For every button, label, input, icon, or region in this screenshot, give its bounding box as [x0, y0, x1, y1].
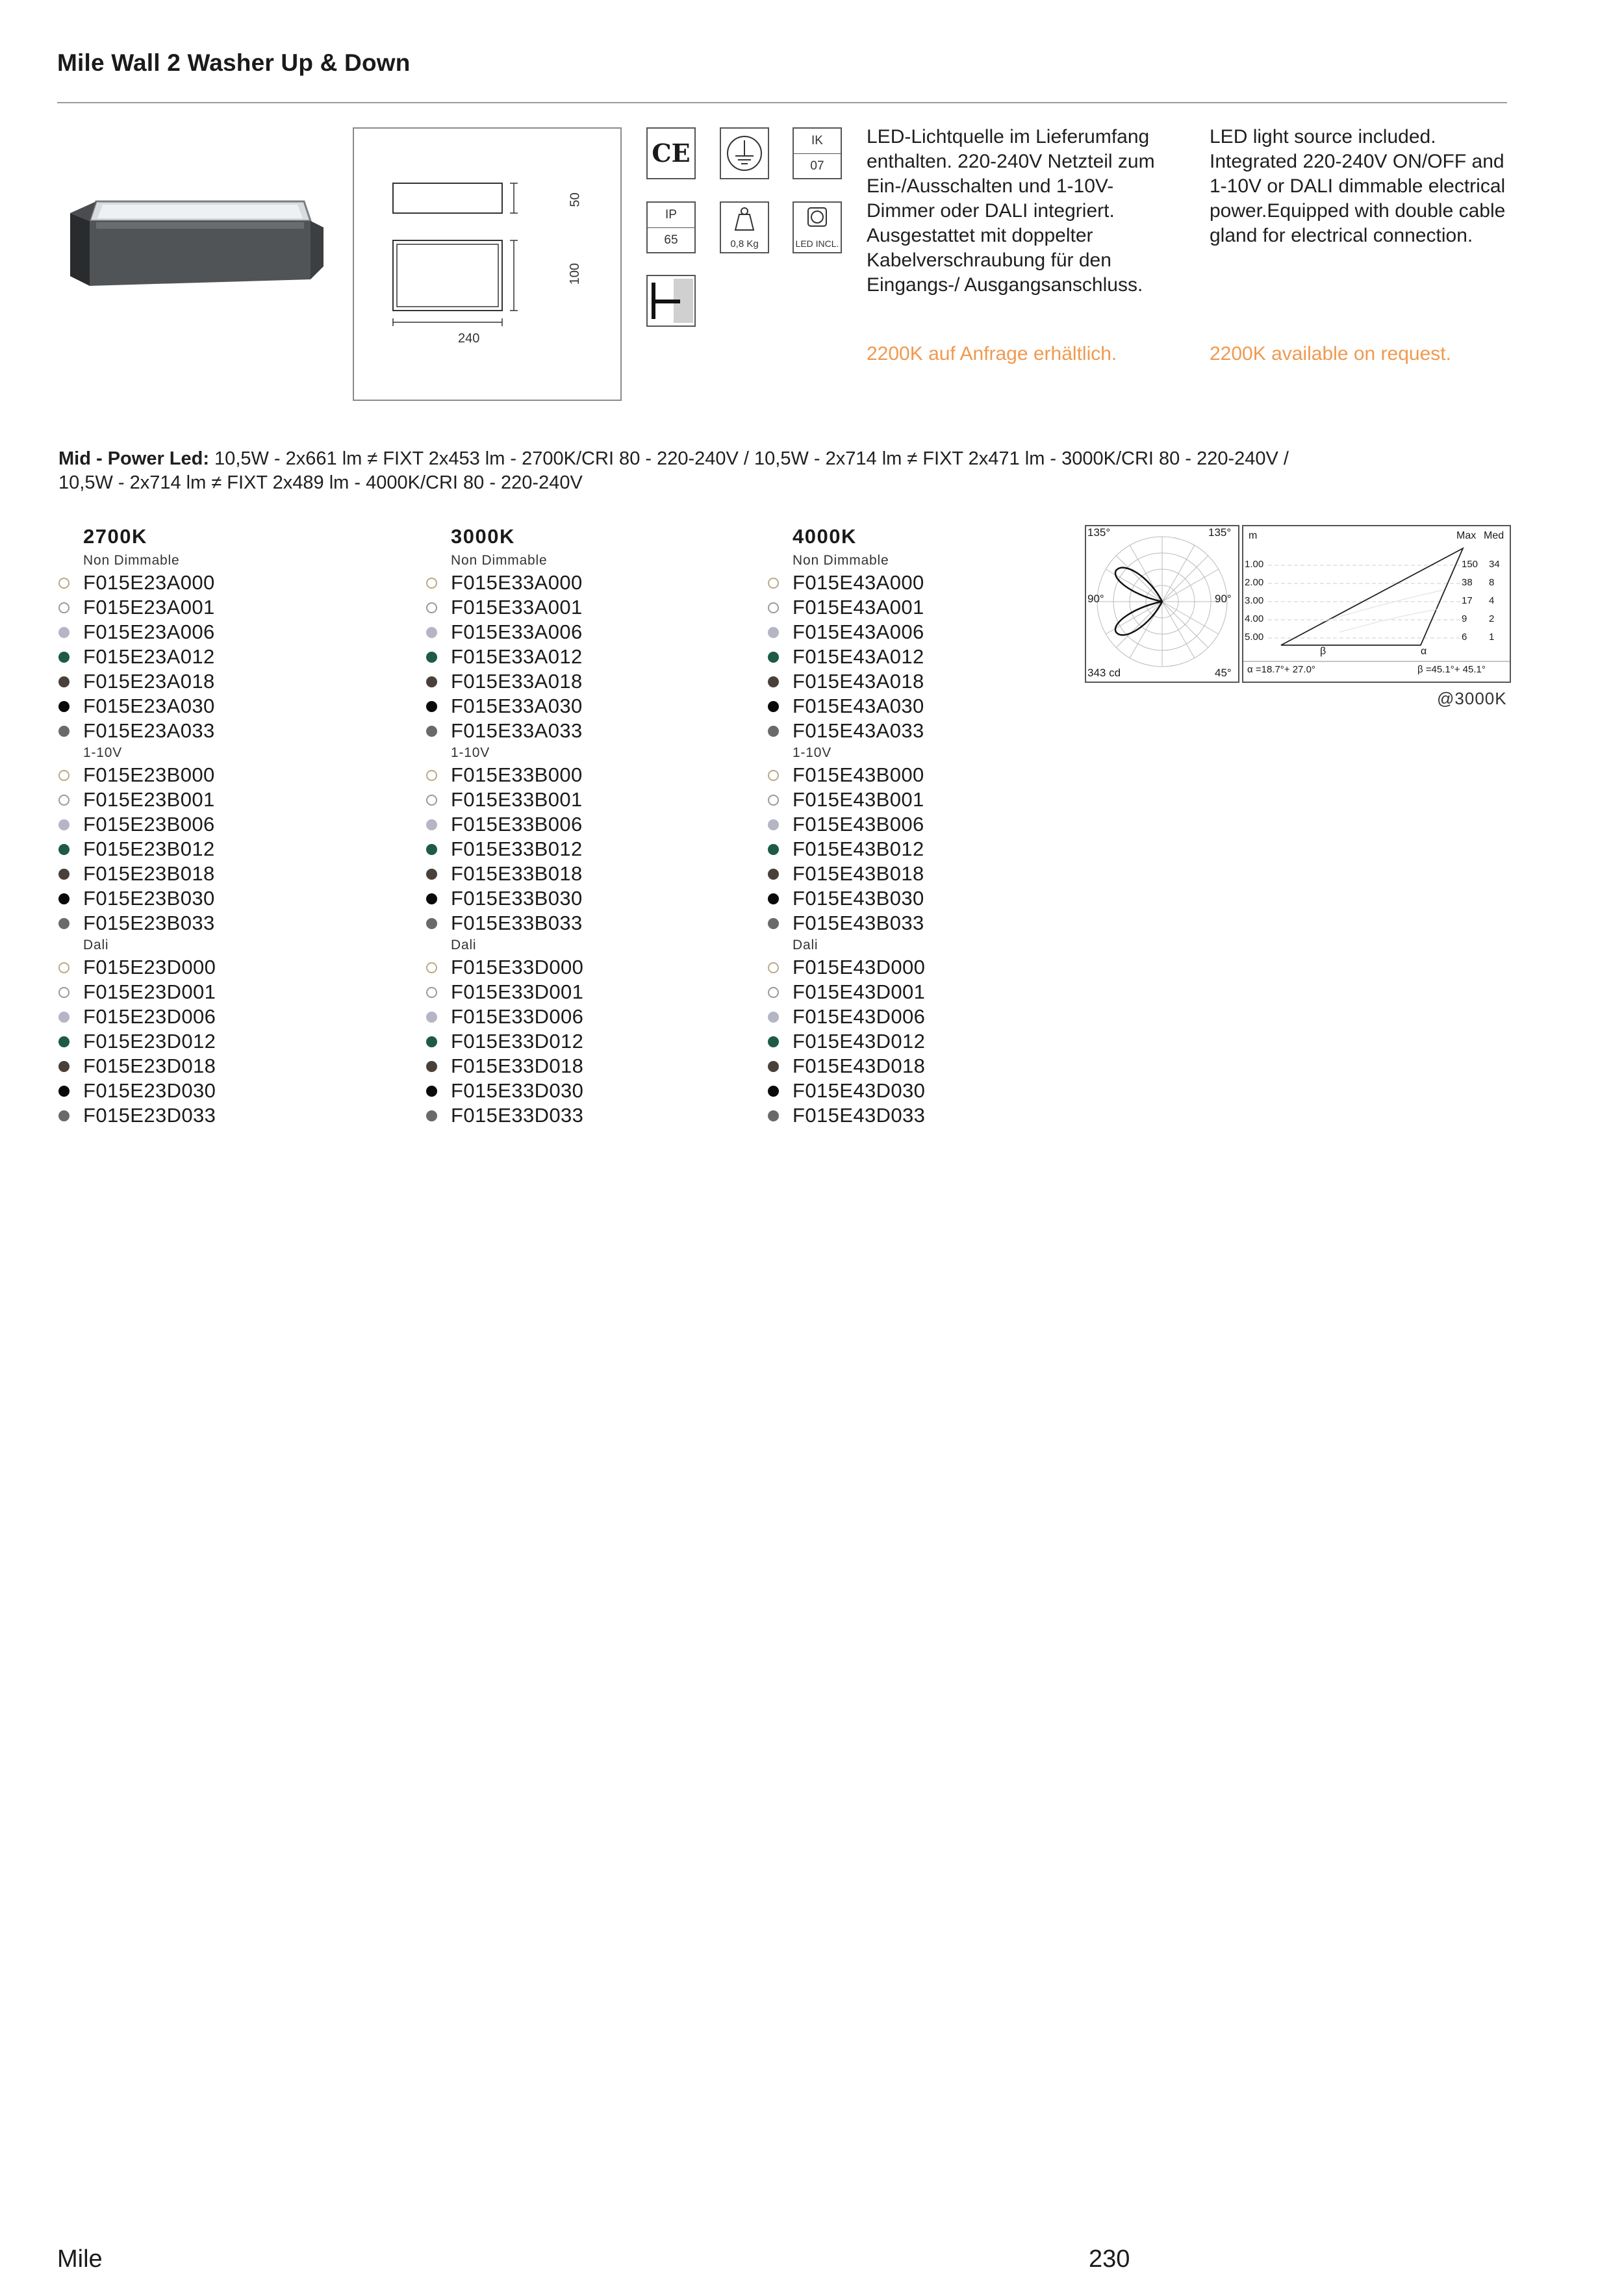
product-code: F015E33B018 — [451, 862, 583, 885]
color-swatch-icon — [58, 918, 70, 929]
product-code-row — [768, 980, 1106, 1004]
product-code: F015E43D001 — [793, 980, 926, 1003]
isolux-med: 4 — [1489, 595, 1495, 606]
color-swatch-icon — [768, 893, 779, 904]
product-code-row — [426, 1054, 764, 1079]
footer-family-name: Mile — [57, 2245, 103, 2273]
product-code: F015E43D033 — [793, 1104, 926, 1127]
product-code-row — [426, 645, 764, 669]
description-en: LED light source included. Integrated 220-240V ON/OFF and 1-10V or DALI dimmable electrical power.Equipped with double cable gland for electrical connection. — [1210, 126, 1506, 246]
color-swatch-icon — [58, 602, 70, 613]
product-code: F015E33B000 — [451, 763, 583, 786]
color-swatch-icon — [426, 844, 437, 855]
polar-label-tr: 135° — [1208, 526, 1232, 539]
color-swatch-icon — [768, 1061, 779, 1072]
product-code: F015E33A018 — [451, 670, 583, 693]
product-code-row — [58, 1103, 396, 1128]
column-2700k — [58, 525, 396, 1128]
color-swatch-icon — [426, 676, 437, 687]
color-swatch-icon — [58, 893, 70, 904]
product-image — [70, 188, 330, 292]
polar-label-tl: 135° — [1087, 526, 1111, 539]
product-code-row — [58, 1079, 396, 1103]
page-title: Mile Wall 2 Washer Up & Down — [57, 49, 411, 76]
group-label: 1-10V — [83, 745, 123, 760]
polar-label-ml: 90° — [1087, 593, 1104, 605]
group-label: Non Dimmable — [451, 553, 548, 568]
product-code: F015E23D001 — [83, 980, 216, 1003]
product-code: F015E43D012 — [793, 1030, 926, 1053]
product-code-row — [768, 669, 1106, 694]
color-swatch-icon — [768, 1086, 779, 1097]
ik-rating-icon: IK 07 — [793, 127, 842, 179]
product-code: F015E43A033 — [793, 719, 924, 742]
product-code: F015E23A012 — [83, 645, 215, 668]
group-label: Dali — [451, 938, 477, 952]
isolux-distance: 1.00 — [1245, 559, 1264, 570]
dimension-drawing — [353, 127, 622, 401]
isolux-alpha-mark: α — [1421, 646, 1427, 657]
product-code: F015E43A012 — [793, 645, 924, 668]
product-code: F015E23D018 — [83, 1054, 216, 1077]
color-swatch-icon — [426, 1061, 437, 1072]
isolux-distance: 4.00 — [1245, 613, 1264, 624]
isolux-max: 17 — [1462, 595, 1473, 606]
color-swatch-icon — [426, 701, 437, 712]
product-code: F015E23A018 — [83, 670, 215, 693]
product-code: F015E43B033 — [793, 912, 924, 934]
product-code-row — [58, 787, 396, 812]
product-code-row — [768, 620, 1106, 645]
color-swatch-icon — [58, 652, 70, 663]
group-label: 1-10V — [793, 745, 832, 760]
isolux-max: 6 — [1462, 632, 1467, 643]
isolux-med: 2 — [1489, 613, 1495, 624]
dim-width: 240 — [458, 331, 480, 346]
product-code-row — [58, 595, 396, 620]
product-code: F015E23B006 — [83, 813, 215, 836]
product-code: F015E43A000 — [793, 571, 924, 594]
product-code-row — [426, 719, 764, 743]
column-heading: 2700K — [83, 525, 147, 548]
column-heading: 4000K — [793, 525, 857, 548]
product-code-row — [426, 595, 764, 620]
color-swatch-icon — [768, 602, 779, 613]
product-code: F015E43B030 — [793, 887, 924, 910]
product-code-row — [768, 886, 1106, 911]
color-swatch-icon — [426, 770, 437, 781]
color-swatch-icon — [768, 795, 779, 806]
color-swatch-icon — [426, 987, 437, 998]
isolux-med: 1 — [1489, 632, 1495, 643]
color-swatch-icon — [768, 819, 779, 830]
color-swatch-icon — [426, 1110, 437, 1121]
page-number: 230 — [1089, 2245, 1130, 2273]
product-code: F015E33B030 — [451, 887, 583, 910]
color-swatch-icon — [58, 726, 70, 737]
product-code-row — [58, 837, 396, 862]
polar-label-bl: 343 cd — [1087, 667, 1121, 679]
group-label: Dali — [793, 938, 818, 952]
color-swatch-icon — [58, 578, 70, 589]
product-code-row — [58, 1029, 396, 1054]
color-swatch-icon — [58, 1110, 70, 1121]
product-code-row — [426, 694, 764, 719]
product-code-row — [58, 955, 396, 980]
product-code-row — [768, 595, 1106, 620]
product-code: F015E33A033 — [451, 719, 583, 742]
product-code: F015E33B033 — [451, 912, 583, 934]
product-code: F015E23A000 — [83, 571, 215, 594]
color-swatch-icon — [58, 1012, 70, 1023]
product-code-row — [426, 1029, 764, 1054]
product-code-row — [58, 980, 396, 1004]
product-code-row — [426, 763, 764, 787]
color-swatch-icon — [58, 1086, 70, 1097]
ip-rating-icon: IP 65 — [646, 201, 696, 253]
product-code-row — [768, 719, 1106, 743]
color-swatch-icon — [58, 795, 70, 806]
color-swatch-icon — [768, 1110, 779, 1121]
isolux-max: 38 — [1462, 577, 1473, 588]
color-swatch-icon — [58, 1036, 70, 1047]
product-code-row — [426, 837, 764, 862]
product-code-row — [58, 570, 396, 595]
product-code: F015E23B000 — [83, 763, 215, 786]
product-code: F015E33A012 — [451, 645, 583, 668]
product-code: F015E23D006 — [83, 1005, 216, 1028]
product-code-row — [426, 669, 764, 694]
product-code-row — [768, 1004, 1106, 1029]
group-label: Non Dimmable — [793, 553, 889, 568]
color-swatch-icon — [426, 819, 437, 830]
weight-icon: 0,8 Kg — [720, 201, 769, 253]
color-swatch-icon — [426, 652, 437, 663]
color-swatch-icon — [426, 795, 437, 806]
color-swatch-icon — [426, 602, 437, 613]
column-heading: 3000K — [451, 525, 515, 548]
isolux-med: 34 — [1489, 559, 1500, 570]
product-code-row — [768, 787, 1106, 812]
product-code: F015E23B033 — [83, 912, 215, 934]
led-included-icon: LED INCL. — [793, 201, 842, 253]
product-code-row — [58, 812, 396, 837]
color-swatch-icon — [58, 627, 70, 638]
product-code-row — [768, 862, 1106, 886]
product-code: F015E23B012 — [83, 837, 215, 860]
product-code: F015E23A030 — [83, 695, 215, 717]
product-code: F015E23B001 — [83, 788, 215, 811]
product-code-row — [768, 1103, 1106, 1128]
color-swatch-icon — [768, 652, 779, 663]
product-code-row — [58, 1004, 396, 1029]
dim-height-top: 50 — [568, 192, 583, 207]
isolux-med-header: Med — [1484, 530, 1504, 541]
product-code: F015E43B006 — [793, 813, 924, 836]
isolux-alpha: α =18.7°+ 27.0° — [1247, 664, 1315, 675]
note-en: 2200K available on request. — [1210, 343, 1451, 364]
color-swatch-icon — [768, 869, 779, 880]
product-code: F015E23D033 — [83, 1104, 216, 1127]
polar-label-br: 45° — [1215, 667, 1232, 679]
isolux-beta: β =45.1°+ 45.1° — [1417, 664, 1486, 675]
product-code: F015E43B012 — [793, 837, 924, 860]
power-values-1: 10,5W - 2x661 lm ≠ FIXT 2x453 lm - 2700K/CRI 80 - 220-240V / 10,5W - 2x714 lm ≠ FIXT 2x471 lm - 3000K/CRI 80 - 220-240V / — [209, 448, 1289, 469]
product-code-row — [426, 980, 764, 1004]
product-code-row — [58, 645, 396, 669]
product-code: F015E43A006 — [793, 620, 924, 643]
product-code: F015E33D033 — [451, 1104, 584, 1127]
color-swatch-icon — [58, 701, 70, 712]
color-swatch-icon — [58, 676, 70, 687]
isolux-distance: 3.00 — [1245, 595, 1264, 606]
color-swatch-icon — [768, 1036, 779, 1047]
product-code-row — [768, 763, 1106, 787]
note-de: 2200K auf Anfrage erhältlich. — [867, 343, 1117, 364]
isolux-beta-mark: β — [1320, 646, 1326, 657]
product-code-row — [426, 955, 764, 980]
product-code-row — [58, 1054, 396, 1079]
color-swatch-icon — [58, 844, 70, 855]
column-4000k — [768, 525, 1106, 1128]
power-label: Mid - Power Led: — [58, 448, 209, 469]
ground-icon — [720, 127, 769, 179]
product-code-row — [768, 837, 1106, 862]
product-code-row — [768, 955, 1106, 980]
color-swatch-icon — [426, 918, 437, 929]
product-code-row — [426, 1004, 764, 1029]
product-code-row — [58, 719, 396, 743]
product-code-row — [426, 886, 764, 911]
color-swatch-icon — [426, 627, 437, 638]
product-code: F015E33D018 — [451, 1054, 584, 1077]
product-code: F015E23D030 — [83, 1079, 216, 1102]
product-code-row — [426, 1079, 764, 1103]
color-swatch-icon — [426, 578, 437, 589]
product-code: F015E33B006 — [451, 813, 583, 836]
power-spec-line-2: 10,5W - 2x714 lm ≠ FIXT 2x489 lm - 4000K/CRI 80 - 220-240V — [58, 472, 583, 493]
product-code-row — [768, 911, 1106, 936]
color-swatch-icon — [768, 1012, 779, 1023]
product-code-row — [768, 645, 1106, 669]
polar-label-mr: 90° — [1215, 593, 1232, 605]
product-code: F015E23B030 — [83, 887, 215, 910]
product-code: F015E43D000 — [793, 956, 926, 978]
product-code: F015E33B012 — [451, 837, 583, 860]
product-code: F015E23D000 — [83, 956, 216, 978]
color-swatch-icon — [58, 962, 70, 973]
color-swatch-icon — [768, 918, 779, 929]
power-spec-line-1 — [58, 448, 1289, 470]
product-code-row — [426, 787, 764, 812]
product-code: F015E43B001 — [793, 788, 924, 811]
product-code-row — [58, 694, 396, 719]
product-code: F015E33D001 — [451, 980, 584, 1003]
product-code: F015E43B000 — [793, 763, 924, 786]
isolux-unit: m — [1249, 530, 1258, 541]
isolux-max: 9 — [1462, 613, 1467, 624]
product-code-row — [58, 669, 396, 694]
product-code-row — [426, 911, 764, 936]
product-code-row — [58, 620, 396, 645]
color-swatch-icon — [426, 1086, 437, 1097]
color-swatch-icon — [768, 770, 779, 781]
product-code: F015E43D006 — [793, 1005, 926, 1028]
product-code-row — [58, 763, 396, 787]
color-swatch-icon — [426, 893, 437, 904]
product-code: F015E33D030 — [451, 1079, 584, 1102]
product-code: F015E33B001 — [451, 788, 583, 811]
color-swatch-icon — [768, 726, 779, 737]
wall-mount-icon — [646, 275, 696, 327]
cct-note: @3000K — [1437, 689, 1507, 708]
product-code: F015E43A030 — [793, 695, 924, 717]
product-code: F015E43D018 — [793, 1054, 926, 1077]
color-swatch-icon — [768, 627, 779, 638]
color-swatch-icon — [426, 726, 437, 737]
product-code-row — [58, 886, 396, 911]
color-swatch-icon — [426, 1012, 437, 1023]
color-swatch-icon — [768, 844, 779, 855]
product-code: F015E23D012 — [83, 1030, 216, 1053]
polar-diagram — [1085, 525, 1239, 683]
color-swatch-icon — [58, 819, 70, 830]
color-swatch-icon — [58, 869, 70, 880]
isolux-max-header: Max — [1456, 530, 1477, 541]
product-code: F015E33A001 — [451, 596, 583, 619]
column-3000k — [426, 525, 764, 1128]
group-label: Non Dimmable — [83, 553, 180, 568]
dim-height-bottom: 100 — [568, 262, 583, 285]
color-swatch-icon — [768, 676, 779, 687]
product-code-row — [426, 862, 764, 886]
product-code: F015E43A018 — [793, 670, 924, 693]
product-code-row — [768, 694, 1106, 719]
product-code-row — [768, 1054, 1106, 1079]
group-label: 1-10V — [451, 745, 490, 760]
color-swatch-icon — [58, 987, 70, 998]
product-code-row — [768, 1029, 1106, 1054]
product-code-row — [768, 570, 1106, 595]
product-code-row — [426, 1103, 764, 1128]
product-code-row — [58, 862, 396, 886]
color-swatch-icon — [58, 1061, 70, 1072]
description-de: LED-Lichtquelle im Lieferumfang enthalten. 220-240V Netzteil zum Ein-/Ausschalten und 1-10V-Dimmer oder DALI integriert. Ausgestattet mit doppelter Kabelverschraubung für den Eingangs-/ Ausgangsanschluss. — [867, 126, 1155, 296]
color-swatch-icon — [768, 962, 779, 973]
product-code: F015E23A033 — [83, 719, 215, 742]
color-swatch-icon — [426, 869, 437, 880]
color-swatch-icon — [426, 962, 437, 973]
product-code-row — [58, 911, 396, 936]
product-code: F015E33A006 — [451, 620, 583, 643]
color-swatch-icon — [58, 770, 70, 781]
color-swatch-icon — [768, 578, 779, 589]
color-swatch-icon — [768, 701, 779, 712]
color-swatch-icon — [768, 987, 779, 998]
product-code: F015E33D012 — [451, 1030, 584, 1053]
product-code: F015E43A001 — [793, 596, 924, 619]
product-code: F015E23B018 — [83, 862, 215, 885]
isolux-med: 8 — [1489, 577, 1495, 588]
group-label: Dali — [83, 938, 109, 952]
product-code: F015E43B018 — [793, 862, 924, 885]
product-code: F015E23A006 — [83, 620, 215, 643]
product-code-row — [768, 1079, 1106, 1103]
product-code: F015E33D006 — [451, 1005, 584, 1028]
isolux-distance: 5.00 — [1245, 632, 1264, 643]
product-code: F015E23A001 — [83, 596, 215, 619]
isolux-max: 150 — [1462, 559, 1478, 570]
product-code-row — [426, 812, 764, 837]
isolux-distance: 2.00 — [1245, 577, 1264, 588]
product-code: F015E43D030 — [793, 1079, 926, 1102]
product-code-row — [768, 812, 1106, 837]
isolux-diagram — [1242, 525, 1511, 683]
color-swatch-icon — [426, 1036, 437, 1047]
header-rule — [57, 102, 1507, 103]
product-code: F015E33A030 — [451, 695, 583, 717]
product-code: F015E33A000 — [451, 571, 583, 594]
ce-mark-icon: CE — [646, 127, 696, 179]
product-code-row — [426, 620, 764, 645]
product-code-row — [426, 570, 764, 595]
product-code: F015E33D000 — [451, 956, 584, 978]
